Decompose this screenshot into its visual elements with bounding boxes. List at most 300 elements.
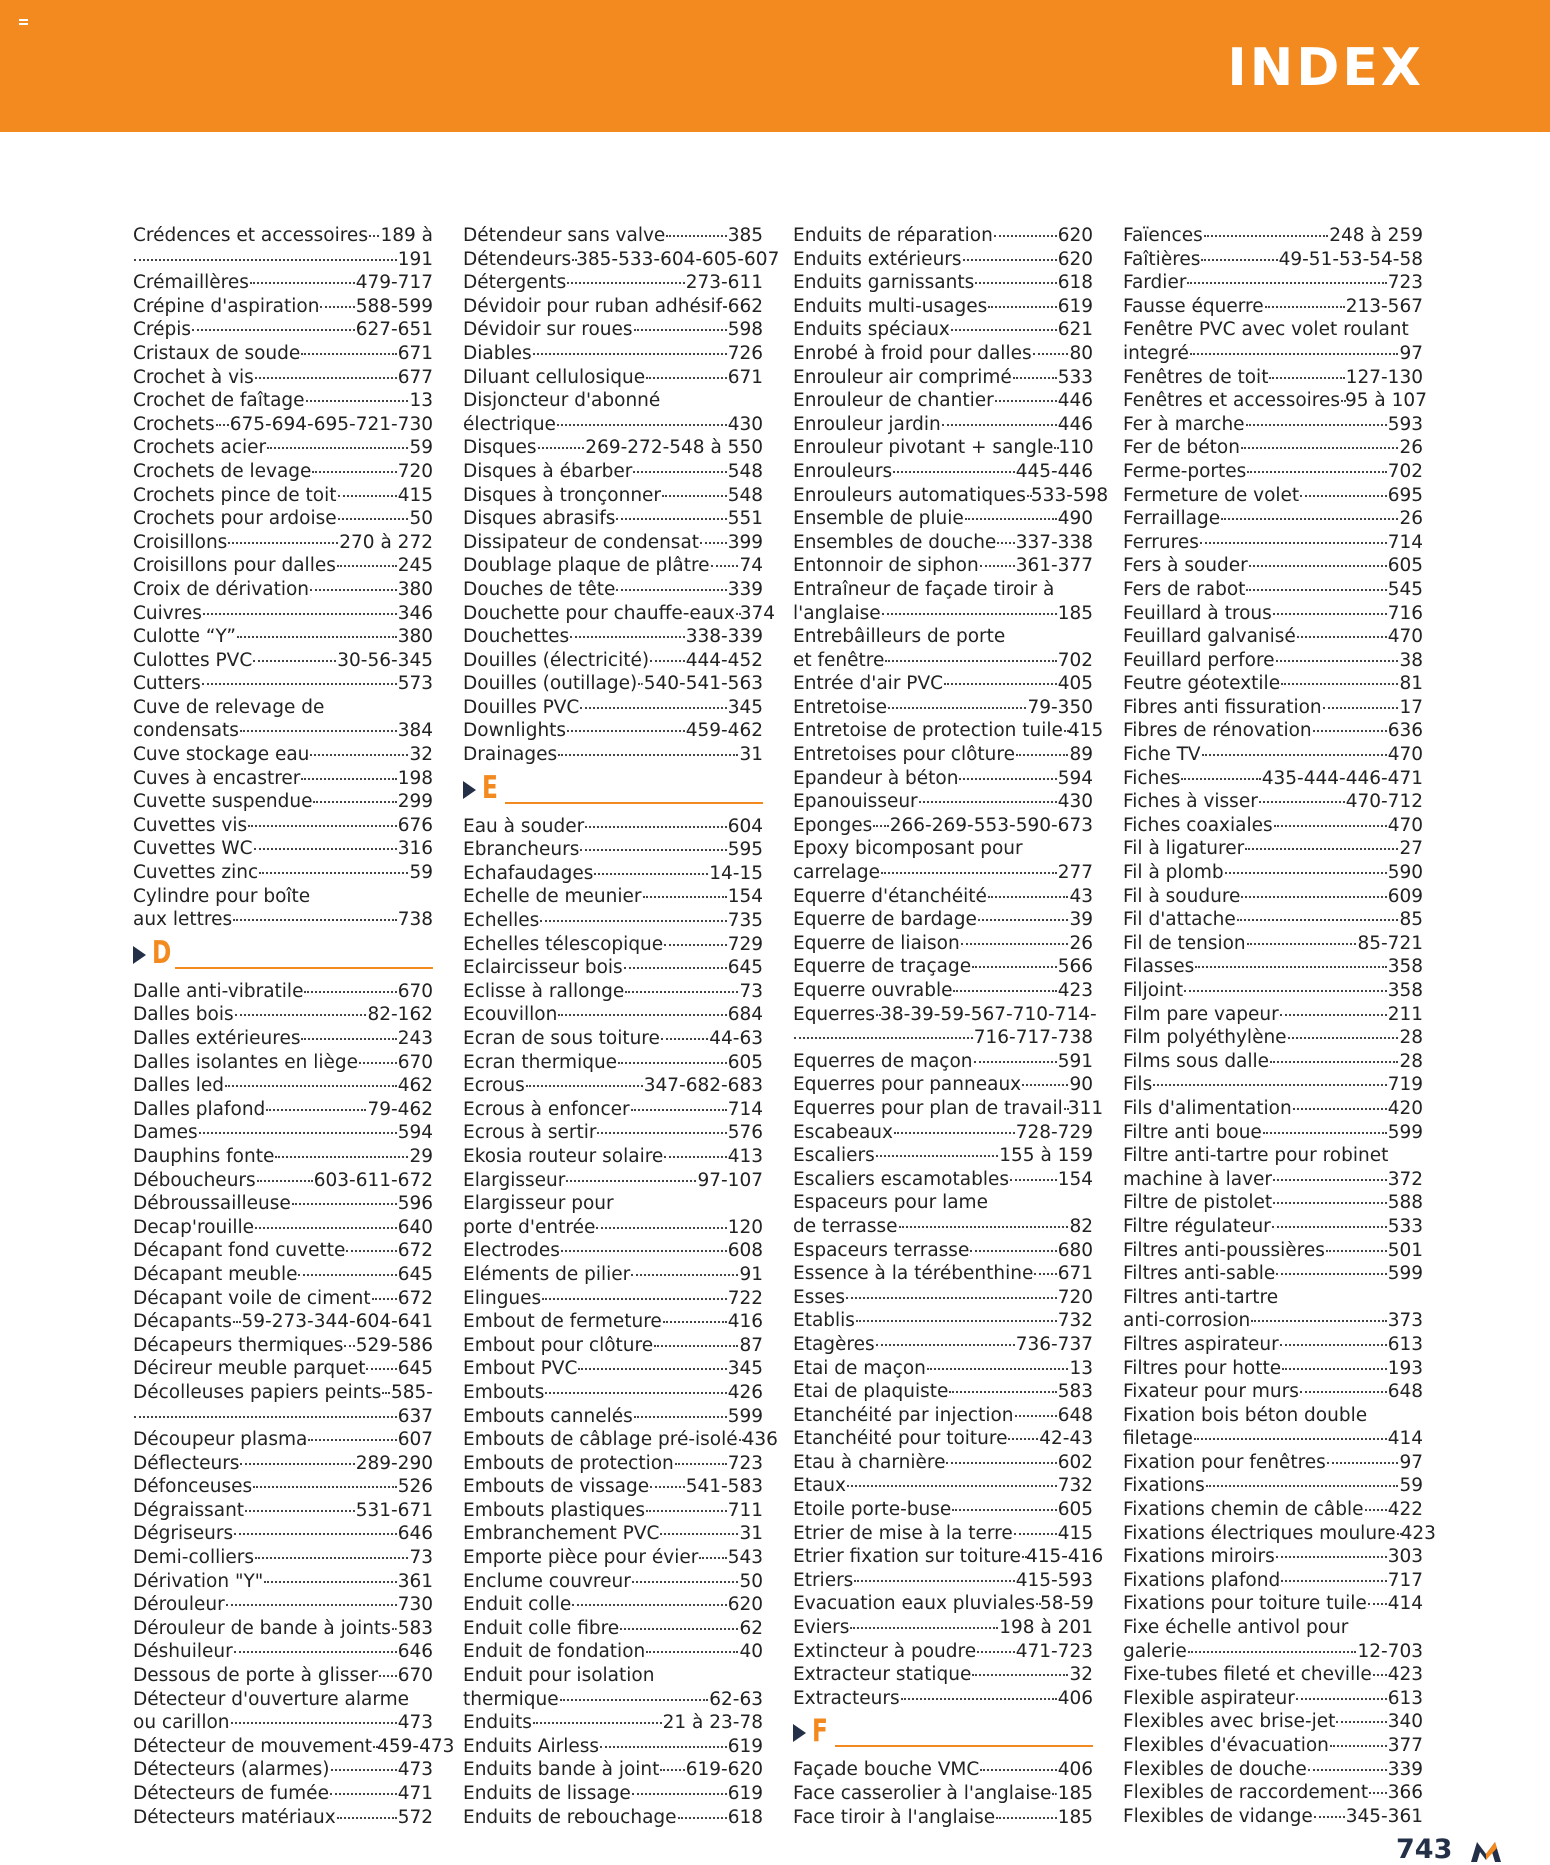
index-entry[interactable] xyxy=(133,1287,433,1311)
index-entry[interactable] xyxy=(133,1239,433,1263)
index-entry[interactable] xyxy=(133,649,433,673)
index-entry[interactable] xyxy=(133,1051,433,1075)
index-entry[interactable] xyxy=(133,767,433,791)
index-entry[interactable] xyxy=(793,1286,1093,1310)
index-entry[interactable] xyxy=(793,554,1093,578)
index-entry[interactable] xyxy=(1123,224,1423,248)
index-entry[interactable] xyxy=(793,885,1093,909)
index-entry[interactable] xyxy=(1123,1687,1423,1711)
index-entry[interactable] xyxy=(463,1475,763,1499)
index-entry[interactable] xyxy=(133,1074,433,1098)
index-entry[interactable] xyxy=(1123,1121,1423,1145)
index-entry[interactable] xyxy=(793,1239,1093,1263)
index-entry[interactable] xyxy=(463,484,763,508)
index-entry[interactable] xyxy=(463,1617,763,1641)
index-entry[interactable] xyxy=(463,933,763,957)
page-reference: 716 xyxy=(1387,602,1423,624)
index-entry[interactable] xyxy=(133,719,433,743)
index-entry[interactable] xyxy=(133,578,433,602)
index-entry[interactable] xyxy=(793,1498,1093,1522)
index-term: Dérouleur de bande à joints xyxy=(133,1617,391,1639)
index-entry[interactable] xyxy=(793,224,1093,248)
index-entry[interactable] xyxy=(133,837,433,861)
index-entry[interactable] xyxy=(793,672,1093,696)
index-entry[interactable] xyxy=(133,1121,433,1145)
index-entry[interactable] xyxy=(463,554,763,578)
index-entry[interactable] xyxy=(133,1664,433,1688)
index-entry[interactable] xyxy=(463,1381,763,1405)
index-entry[interactable] xyxy=(133,980,433,1004)
index-entry[interactable] xyxy=(463,460,763,484)
index-entry[interactable] xyxy=(793,1026,1093,1050)
index-entry[interactable] xyxy=(1123,436,1423,460)
dot-leader xyxy=(1204,235,1329,237)
index-term: Echelle de meunier xyxy=(463,886,642,908)
index-entry[interactable] xyxy=(793,1758,1093,1782)
index-entry[interactable] xyxy=(463,1051,763,1075)
index-entry[interactable] xyxy=(133,1758,433,1782)
index-entry[interactable] xyxy=(1123,1569,1423,1593)
index-entry[interactable] xyxy=(1123,625,1423,649)
index-entry[interactable] xyxy=(1123,814,1423,838)
index-entry[interactable] xyxy=(463,1074,763,1098)
index-entry[interactable] xyxy=(1123,413,1423,437)
index-entry[interactable] xyxy=(793,1168,1093,1192)
index-entry[interactable] xyxy=(463,531,763,555)
index-entry[interactable] xyxy=(1123,955,1423,979)
index-entry[interactable] xyxy=(793,531,1093,555)
index-entry[interactable] xyxy=(133,389,433,413)
index-entry[interactable] xyxy=(133,436,433,460)
index-entry[interactable] xyxy=(133,1570,433,1594)
index-entry[interactable] xyxy=(793,436,1093,460)
index-entry[interactable] xyxy=(133,1617,433,1641)
index-entry[interactable] xyxy=(793,484,1109,508)
index-entry[interactable] xyxy=(133,318,433,342)
index-entry[interactable] xyxy=(1123,389,1427,413)
index-entry[interactable] xyxy=(1123,1262,1423,1286)
index-entry[interactable] xyxy=(1123,1003,1423,1027)
index-entry[interactable] xyxy=(793,1616,1093,1640)
index-term: Etrier de mise à la terre xyxy=(793,1522,1013,1544)
page-reference: 738 xyxy=(397,909,433,931)
dot-leader xyxy=(301,353,396,355)
index-entry[interactable] xyxy=(133,366,433,390)
index-entry[interactable] xyxy=(463,1145,763,1169)
index-entry[interactable] xyxy=(133,1169,433,1193)
index-term: Dissipateur de condensat xyxy=(463,531,700,553)
page-reference: 670 xyxy=(397,1665,433,1687)
index-entry[interactable] xyxy=(133,271,433,295)
index-entry[interactable] xyxy=(133,295,433,319)
index-entry[interactable] xyxy=(133,1806,433,1830)
index-entry-text: Elargisseur pour xyxy=(463,1193,614,1215)
index-entry[interactable] xyxy=(1123,1805,1423,1829)
index-entry[interactable] xyxy=(1123,1781,1423,1805)
index-entry[interactable] xyxy=(133,1428,433,1452)
index-entry[interactable] xyxy=(463,248,780,272)
index-entry[interactable] xyxy=(1123,1451,1423,1475)
index-entry[interactable] xyxy=(463,649,763,673)
index-entry[interactable] xyxy=(793,1121,1093,1145)
index-entry[interactable] xyxy=(133,1027,433,1051)
index-entry[interactable] xyxy=(463,815,763,839)
index-entry[interactable] xyxy=(793,389,1093,413)
index-entry[interactable] xyxy=(1123,1050,1423,1074)
index-entry[interactable] xyxy=(463,1263,763,1287)
index-entry[interactable] xyxy=(463,1405,763,1429)
index-entry[interactable] xyxy=(793,1357,1093,1381)
page-reference: 646 xyxy=(397,1523,433,1545)
index-entry[interactable] xyxy=(463,838,763,862)
index-entry[interactable] xyxy=(1123,837,1423,861)
index-term: Disques à ébarber xyxy=(463,460,633,482)
index-entry[interactable] xyxy=(1123,1357,1423,1381)
index-entry[interactable] xyxy=(1123,1663,1423,1687)
index-entry[interactable] xyxy=(133,602,433,626)
index-entry[interactable] xyxy=(1123,1168,1423,1192)
section-divider xyxy=(175,967,433,969)
index-entry[interactable] xyxy=(793,271,1093,295)
index-entry[interactable] xyxy=(793,696,1093,720)
page-reference: 684 xyxy=(727,1004,763,1026)
index-entry[interactable] xyxy=(1123,248,1423,272)
index-entry[interactable] xyxy=(1123,1215,1423,1239)
index-entry[interactable] xyxy=(793,814,1093,838)
index-entry[interactable] xyxy=(133,1263,433,1287)
index-entry[interactable] xyxy=(463,1758,763,1782)
page-reference: 59 xyxy=(409,437,433,459)
index-entry[interactable] xyxy=(463,1711,763,1735)
index-entry[interactable] xyxy=(1123,460,1423,484)
index-entry[interactable] xyxy=(133,1711,433,1735)
index-term: Etaux xyxy=(793,1475,846,1497)
page-reference: 548 xyxy=(727,484,763,506)
index-entry[interactable] xyxy=(463,602,776,626)
dot-leader xyxy=(873,825,888,827)
index-entry[interactable] xyxy=(793,932,1093,956)
index-entry[interactable] xyxy=(793,1592,1093,1616)
index-entry[interactable] xyxy=(793,507,1093,531)
index-entry[interactable] xyxy=(133,224,433,248)
page-reference: 620 xyxy=(1057,225,1093,246)
index-entry[interactable] xyxy=(463,862,763,886)
index-term: Dalles plafond xyxy=(133,1098,266,1120)
index-entry[interactable] xyxy=(1123,507,1423,531)
index-entry[interactable] xyxy=(133,484,433,508)
index-entry[interactable] xyxy=(793,295,1093,319)
index-entry[interactable] xyxy=(1123,531,1423,555)
index-entry[interactable] xyxy=(793,413,1093,437)
index-entry[interactable] xyxy=(1123,1498,1423,1522)
index-entry[interactable] xyxy=(463,672,763,696)
index-entry[interactable] xyxy=(463,1003,763,1027)
index-entry[interactable] xyxy=(1123,342,1423,366)
dot-leader xyxy=(250,282,355,284)
index-entry[interactable] xyxy=(793,1782,1093,1806)
index-entry[interactable] xyxy=(793,1050,1093,1074)
dot-leader xyxy=(1221,518,1398,520)
dot-leader xyxy=(234,1533,397,1535)
index-entry[interactable] xyxy=(793,719,1104,743)
index-entry[interactable] xyxy=(793,460,1093,484)
dot-leader xyxy=(1241,896,1386,898)
index-entry[interactable] xyxy=(793,318,1093,342)
index-entry[interactable] xyxy=(793,1687,1093,1711)
index-entry[interactable] xyxy=(1123,979,1423,1003)
index-entry[interactable] xyxy=(793,1427,1093,1451)
index-entry[interactable] xyxy=(1123,1380,1423,1404)
index-entry[interactable] xyxy=(1123,1239,1423,1263)
index-entry[interactable] xyxy=(463,1428,778,1452)
index-entry[interactable] xyxy=(133,507,433,531)
index-entry[interactable] xyxy=(463,885,763,909)
index-entry[interactable] xyxy=(133,1334,433,1358)
index-entry[interactable] xyxy=(133,1357,433,1381)
dot-leader xyxy=(638,683,642,685)
index-entry[interactable] xyxy=(463,1310,763,1334)
index-entry[interactable] xyxy=(1123,908,1423,932)
index-entry[interactable] xyxy=(133,1381,433,1405)
index-entry[interactable] xyxy=(1123,1097,1423,1121)
index-entry[interactable] xyxy=(133,1735,455,1759)
index-entry[interactable] xyxy=(1123,1640,1423,1664)
index-entry[interactable] xyxy=(463,1782,763,1806)
index-entry[interactable] xyxy=(133,1522,433,1546)
index-entry[interactable] xyxy=(793,979,1093,1003)
index-entry[interactable] xyxy=(1123,1474,1423,1498)
index-entry[interactable] xyxy=(463,1334,763,1358)
index-entry[interactable] xyxy=(793,649,1093,673)
index-entry[interactable] xyxy=(463,1121,763,1145)
index-entry[interactable] xyxy=(463,1806,763,1830)
index-entry[interactable] xyxy=(463,719,763,743)
index-entry[interactable] xyxy=(463,342,763,366)
index-entry[interactable] xyxy=(793,602,1093,626)
index-entry[interactable] xyxy=(133,1405,433,1429)
index-entry[interactable] xyxy=(463,1287,763,1311)
index-entry[interactable] xyxy=(793,1003,1097,1027)
index-entry[interactable] xyxy=(463,436,763,460)
index-entry[interactable] xyxy=(1123,743,1423,767)
index-entry[interactable] xyxy=(1123,767,1423,791)
index-entry[interactable] xyxy=(1123,672,1423,696)
index-entry-text: Cylindre pour boîte xyxy=(133,885,311,907)
index-entry[interactable] xyxy=(133,1145,433,1169)
index-entry[interactable] xyxy=(793,790,1093,814)
index-entry[interactable] xyxy=(133,814,433,838)
index-entry[interactable] xyxy=(793,1309,1093,1333)
index-entry[interactable] xyxy=(463,1239,763,1263)
index-entry[interactable] xyxy=(463,366,763,390)
index-entry[interactable] xyxy=(133,790,433,814)
index-entry[interactable] xyxy=(1123,1073,1423,1097)
index-entry[interactable] xyxy=(463,1499,763,1523)
index-entry[interactable] xyxy=(793,1640,1093,1664)
index-term: Crochets acier xyxy=(133,437,267,459)
index-entry[interactable] xyxy=(1123,932,1423,956)
index-entry[interactable] xyxy=(463,1546,763,1570)
index-entry[interactable] xyxy=(793,955,1093,979)
index-entry[interactable] xyxy=(133,1192,433,1216)
page-reference: 59 xyxy=(1399,1475,1423,1497)
index-entry[interactable] xyxy=(793,1522,1093,1546)
index-entry[interactable] xyxy=(463,1452,763,1476)
index-entry[interactable] xyxy=(1123,271,1423,295)
index-entry[interactable] xyxy=(133,743,433,767)
index-entry[interactable] xyxy=(1123,1758,1423,1782)
index-entry[interactable] xyxy=(793,861,1093,885)
page-reference: 339 xyxy=(727,578,763,600)
index-term: Fixations chemin de câble xyxy=(1123,1499,1364,1521)
index-entry[interactable] xyxy=(793,1806,1093,1830)
index-entry[interactable] xyxy=(793,767,1093,791)
index-entry[interactable] xyxy=(793,1451,1093,1475)
index-entry[interactable] xyxy=(793,248,1093,272)
index-entry[interactable] xyxy=(463,625,763,649)
index-entry[interactable] xyxy=(133,342,433,366)
index-entry[interactable] xyxy=(1123,1026,1423,1050)
index-entry[interactable] xyxy=(463,1098,763,1122)
index-entry[interactable] xyxy=(1123,885,1423,909)
index-entry[interactable] xyxy=(463,1027,763,1051)
index-entry[interactable] xyxy=(463,507,763,531)
index-entry[interactable] xyxy=(1123,366,1423,390)
index-entry[interactable] xyxy=(1123,1522,1436,1546)
index-entry[interactable] xyxy=(1123,649,1423,673)
index-entry[interactable] xyxy=(463,295,763,319)
page-reference: 459-473 xyxy=(377,1735,455,1757)
dot-leader xyxy=(301,778,396,780)
index-entry[interactable] xyxy=(1123,1333,1423,1357)
index-entry[interactable] xyxy=(463,578,763,602)
index-entry[interactable] xyxy=(793,1404,1093,1428)
index-entry[interactable] xyxy=(793,1262,1093,1286)
index-entry[interactable] xyxy=(463,1593,763,1617)
index-entry[interactable] xyxy=(463,1169,763,1193)
index-entry[interactable] xyxy=(133,1475,433,1499)
index-entry[interactable] xyxy=(463,956,763,980)
index-entry[interactable] xyxy=(793,1097,1104,1121)
dot-leader xyxy=(1246,589,1386,591)
index-entry[interactable] xyxy=(1123,1309,1423,1333)
index-entry[interactable] xyxy=(463,318,763,342)
index-entry[interactable] xyxy=(133,460,433,484)
index-entry[interactable] xyxy=(133,672,433,696)
index-entry[interactable] xyxy=(463,1640,763,1664)
index-entry[interactable] xyxy=(133,248,433,272)
index-entry[interactable] xyxy=(793,1144,1093,1168)
index-entry[interactable] xyxy=(133,1310,433,1334)
index-entry[interactable] xyxy=(463,1735,763,1759)
index-entry[interactable] xyxy=(1123,602,1423,626)
index-entry[interactable] xyxy=(1123,696,1423,720)
dot-leader xyxy=(1188,1651,1357,1653)
page-reference: 605 xyxy=(1057,1499,1093,1521)
index-entry[interactable] xyxy=(463,743,763,767)
index-entry[interactable] xyxy=(793,342,1093,366)
index-entry[interactable] xyxy=(463,224,763,248)
index-entry[interactable] xyxy=(793,1663,1093,1687)
page-reference: 662 xyxy=(727,295,763,317)
index-entry[interactable] xyxy=(133,1499,433,1523)
index-entry[interactable] xyxy=(1123,1710,1423,1734)
page-reference: 445-446 xyxy=(1015,460,1093,482)
index-entry[interactable] xyxy=(1123,295,1423,319)
index-entry[interactable] xyxy=(793,908,1093,932)
index-entry[interactable] xyxy=(133,1782,433,1806)
index-entry[interactable] xyxy=(133,861,433,885)
index-entry[interactable] xyxy=(133,554,433,578)
index-entry[interactable] xyxy=(133,1640,433,1664)
index-entry[interactable] xyxy=(133,531,433,555)
index-entry[interactable] xyxy=(463,1216,763,1240)
index-entry[interactable] xyxy=(1123,1427,1423,1451)
index-term: Fer de béton xyxy=(1123,437,1240,459)
index-term: Echafaudages xyxy=(463,862,594,884)
index-entry[interactable] xyxy=(463,696,763,720)
index-entry[interactable] xyxy=(133,1216,433,1240)
index-entry[interactable] xyxy=(463,1522,763,1546)
index-entry[interactable] xyxy=(1123,578,1423,602)
dot-leader xyxy=(337,1817,397,1819)
index-entry[interactable] xyxy=(463,980,763,1004)
index-entry[interactable] xyxy=(133,1452,433,1476)
index-entry[interactable] xyxy=(1123,1734,1423,1758)
index-entry[interactable] xyxy=(133,908,433,932)
page-reference: 490 xyxy=(1057,508,1093,530)
index-entry[interactable] xyxy=(133,625,433,649)
index-entry[interactable] xyxy=(133,413,433,437)
index-entry[interactable] xyxy=(463,1688,763,1712)
index-entry[interactable] xyxy=(793,1073,1093,1097)
index-entry[interactable] xyxy=(1123,1592,1423,1616)
index-entry[interactable] xyxy=(793,1474,1093,1498)
index-entry[interactable] xyxy=(463,1570,763,1594)
index-entry[interactable] xyxy=(793,1333,1093,1357)
index-entry[interactable] xyxy=(463,271,763,295)
index-entry[interactable] xyxy=(793,1545,1104,1569)
dot-leader xyxy=(854,1580,1014,1582)
page-reference: 648 xyxy=(1387,1381,1423,1403)
index-entry[interactable] xyxy=(1123,1191,1423,1215)
menu-icon[interactable] xyxy=(19,19,28,27)
index-term: Ensemble de pluie xyxy=(793,508,964,530)
dot-leader xyxy=(1274,825,1387,827)
index-entry[interactable] xyxy=(463,1357,763,1381)
index-entry[interactable] xyxy=(793,366,1093,390)
index-entry[interactable] xyxy=(463,413,763,437)
index-entry[interactable] xyxy=(1123,790,1423,814)
index-entry[interactable] xyxy=(1123,484,1423,508)
index-entry[interactable] xyxy=(133,1098,433,1122)
index-entry[interactable] xyxy=(463,909,763,933)
index-entry[interactable] xyxy=(793,1569,1093,1593)
index-entry[interactable] xyxy=(1123,719,1423,743)
index-entry[interactable] xyxy=(793,1380,1093,1404)
index-entry[interactable] xyxy=(133,1593,433,1617)
index-entry[interactable] xyxy=(133,1546,433,1570)
dot-leader xyxy=(533,353,727,355)
index-entry[interactable] xyxy=(1123,554,1423,578)
index-term: Fil à soudure xyxy=(1123,885,1241,907)
page-reference: 399 xyxy=(727,531,763,553)
index-entry[interactable] xyxy=(1123,1545,1423,1569)
index-entry[interactable] xyxy=(793,743,1093,767)
index-entry[interactable] xyxy=(133,1003,433,1027)
index-entry[interactable] xyxy=(1123,861,1423,885)
index-entry[interactable] xyxy=(793,1215,1093,1239)
